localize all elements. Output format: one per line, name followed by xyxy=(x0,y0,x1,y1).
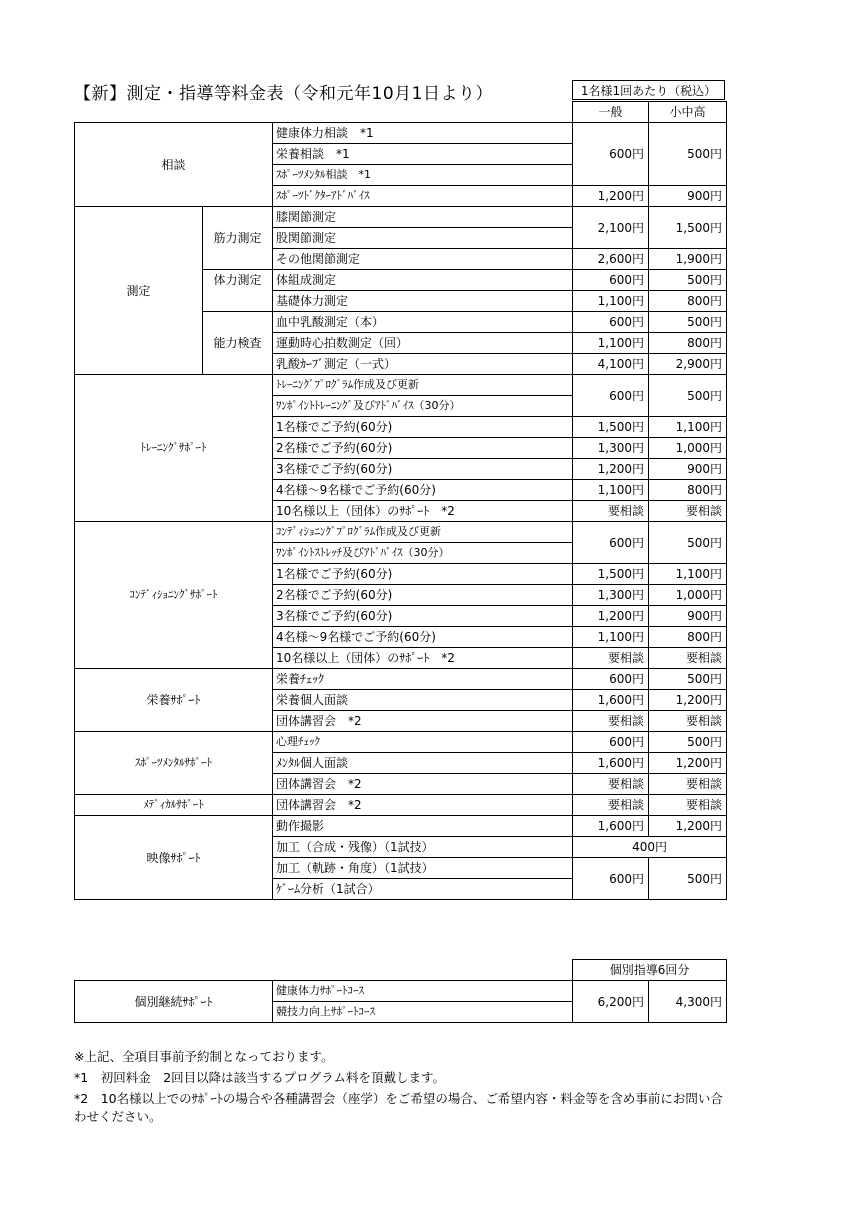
item-label: 動作撮影 xyxy=(273,816,573,837)
price-students: 要相談 xyxy=(649,774,727,795)
price-general: 1,300円 xyxy=(573,438,649,459)
price-students: 900円 xyxy=(649,459,727,480)
price-general: 4,100円 xyxy=(573,354,649,375)
item-label: 健康体力ｻﾎﾟｰﾄｺｰｽ xyxy=(273,981,573,1002)
item-label: 体組成測定 xyxy=(273,270,573,291)
category-training: ﾄﾚｰﾆﾝｸﾞｻﾎﾟｰﾄ xyxy=(75,375,273,522)
item-label: 3名様でご予約(60分) xyxy=(273,459,573,480)
col-students-header: 小中高 xyxy=(649,102,727,123)
item-label: 競技力向上ｻﾎﾟｰﾄｺｰｽ xyxy=(273,1002,573,1023)
item-label: ﾜﾝﾎﾟｲﾝﾄｽﾄﾚｯﾁ及びｱﾄﾞﾊﾞｲｽ（30分） xyxy=(273,543,573,564)
price-students: 500円 xyxy=(649,312,727,333)
price-students: 要相談 xyxy=(649,795,727,816)
price-students: 1,200円 xyxy=(649,816,727,837)
item-label: その他関節測定 xyxy=(273,249,573,270)
category-soudan: 相談 xyxy=(75,123,273,207)
item-label: 栄養相談 *1 xyxy=(273,144,573,165)
subcategory: 体力測定 xyxy=(203,270,273,312)
price-general: 600円 xyxy=(573,669,649,690)
item-label: 10名様以上（団体）のｻﾎﾟｰﾄ *2 xyxy=(273,648,573,669)
item-label: ｽﾎﾟｰﾂﾒﾝﾀﾙ相談 *1 xyxy=(273,165,573,186)
col-general-header: 一般 xyxy=(573,102,649,123)
category-mental: ｽﾎﾟｰﾂﾒﾝﾀﾙｻﾎﾟｰﾄ xyxy=(75,732,273,795)
price-students: 800円 xyxy=(649,627,727,648)
price-students: 500円 xyxy=(649,669,727,690)
price-general: 1,200円 xyxy=(573,606,649,627)
item-label: 1名様でご予約(60分) xyxy=(273,564,573,585)
price-general: 1,100円 xyxy=(573,480,649,501)
item-label: 2名様でご予約(60分) xyxy=(273,438,573,459)
item-label: 血中乳酸測定（本） xyxy=(273,312,573,333)
price-general: 1,500円 xyxy=(573,417,649,438)
price-students: 1,500円 xyxy=(649,207,727,249)
item-label: 股関節測定 xyxy=(273,228,573,249)
per-person-header: 1名様1回あたり（税込） xyxy=(572,80,725,100)
item-label: ﾜﾝﾎﾟｲﾝﾄﾄﾚｰﾆﾝｸﾞ及びｱﾄﾞﾊﾞｲｽ（30分） xyxy=(273,396,573,417)
item-label: 膝関節測定 xyxy=(273,207,573,228)
item-label: 3名様でご予約(60分) xyxy=(273,606,573,627)
price-students: 1,900円 xyxy=(649,249,727,270)
price-general: 600円 xyxy=(573,312,649,333)
item-label: 乳酸ｶｰﾌﾞ測定（一式） xyxy=(273,354,573,375)
price-students: 1,200円 xyxy=(649,753,727,774)
item-label: 10名様以上（団体）のｻﾎﾟｰﾄ *2 xyxy=(273,501,573,522)
item-label: 基礎体力測定 xyxy=(273,291,573,312)
price-general: 600円 xyxy=(573,858,649,900)
price-general: 要相談 xyxy=(573,711,649,732)
price-general: 1,300円 xyxy=(573,585,649,606)
price-general: 1,200円 xyxy=(573,186,649,207)
continuous-support-table xyxy=(74,959,727,1023)
price-general: 要相談 xyxy=(573,648,649,669)
price-general: 2,600円 xyxy=(573,249,649,270)
item-label: ｽﾎﾟｰﾂﾄﾞｸﾀｰｱﾄﾞﾊﾞｲｽ xyxy=(273,186,573,207)
price-students: 1,100円 xyxy=(649,564,727,585)
note-reservation: ※上記、全項目事前予約制となっております。 xyxy=(74,1049,334,1064)
price-students: 800円 xyxy=(649,333,727,354)
price-students: 要相談 xyxy=(649,501,727,522)
item-label: 4名様～9名様でご予約(60分) xyxy=(273,480,573,501)
price-general: 1,100円 xyxy=(573,333,649,354)
item-label: 運動時心拍数測定（回） xyxy=(273,333,573,354)
price-students: 500円 xyxy=(649,522,727,564)
price-shared: 400円 xyxy=(573,837,727,858)
item-label: 4名様～9名様でご予約(60分) xyxy=(273,627,573,648)
price-students: 800円 xyxy=(649,480,727,501)
item-label: 団体講習会 *2 xyxy=(273,795,573,816)
price-general: 1,600円 xyxy=(573,690,649,711)
item-label: ｹﾞｰﾑ分析（1試合） xyxy=(273,879,573,900)
category-continuous: 個別継続ｻﾎﾟｰﾄ xyxy=(75,981,273,1023)
price-students: 1,000円 xyxy=(649,585,727,606)
subcategory: 能力検査 xyxy=(203,312,273,375)
page-title: 【新】測定・指導等料金表（令和元年10月1日より） xyxy=(74,84,493,104)
price-students: 500円 xyxy=(649,375,727,417)
item-label: 栄養個人面談 xyxy=(273,690,573,711)
item-label: 加工（合成・残像）（1試技） xyxy=(273,837,573,858)
price-general: 1,100円 xyxy=(573,291,649,312)
price-general: 要相談 xyxy=(573,501,649,522)
price-general: 要相談 xyxy=(573,774,649,795)
item-label: 加工（軌跡・角度）（1試技） xyxy=(273,858,573,879)
category-medical: ﾒﾃﾞｨｶﾙｻﾎﾟｰﾄ xyxy=(75,795,273,816)
price-students: 要相談 xyxy=(649,648,727,669)
price-general: 600円 xyxy=(573,375,649,417)
price-students: 500円 xyxy=(649,270,727,291)
item-label: 1名様でご予約(60分) xyxy=(273,417,573,438)
note-2: *2 10名様以上でのｻﾎﾟｰﾄの場合や各種講習会（座学）をご希望の場合、ご希望内容・料金等を含め事前にお問い合わせください。 xyxy=(74,1091,723,1124)
item-label: 栄養ﾁｪｯｸ xyxy=(273,669,573,690)
price-general: 6,200円 xyxy=(573,981,649,1023)
price-students: 4,300円 xyxy=(649,981,727,1023)
item-label: 2名様でご予約(60分) xyxy=(273,585,573,606)
price-students: 500円 xyxy=(649,732,727,753)
price-students: 500円 xyxy=(649,858,727,900)
footnotes xyxy=(74,1048,734,1129)
price-general: 600円 xyxy=(573,270,649,291)
price-general: 600円 xyxy=(573,123,649,186)
price-general: 1,600円 xyxy=(573,753,649,774)
price-students: 500円 xyxy=(649,123,727,186)
category-video: 映像ｻﾎﾟｰﾄ xyxy=(75,816,273,900)
price-students: 1,000円 xyxy=(649,438,727,459)
price-general: 600円 xyxy=(573,522,649,564)
price-students: 800円 xyxy=(649,291,727,312)
price-general: 1,500円 xyxy=(573,564,649,585)
note-1: *1 初回料金 2回目以降は該当するプログラム料を頂戴します。 xyxy=(74,1070,446,1085)
price-general: 2,100円 xyxy=(573,207,649,249)
price-general: 600円 xyxy=(573,732,649,753)
category-eiyou: 栄養ｻﾎﾟｰﾄ xyxy=(75,669,273,732)
item-label: 心理ﾁｪｯｸ xyxy=(273,732,573,753)
price-general: 要相談 xyxy=(573,795,649,816)
item-label: ﾒﾝﾀﾙ個人面談 xyxy=(273,753,573,774)
table-header-row xyxy=(75,102,727,123)
item-label: 団体講習会 *2 xyxy=(273,774,573,795)
price-table xyxy=(74,101,727,900)
price-students: 2,900円 xyxy=(649,354,727,375)
item-label: 健康体力相談 *1 xyxy=(273,123,573,144)
price-students: 1,200円 xyxy=(649,690,727,711)
price-students: 900円 xyxy=(649,606,727,627)
subcategory: 筋力測定 xyxy=(203,207,273,270)
price-general: 1,100円 xyxy=(573,627,649,648)
item-label: 団体講習会 *2 xyxy=(273,711,573,732)
price-students: 要相談 xyxy=(649,711,727,732)
price-general: 1,600円 xyxy=(573,816,649,837)
price-students: 1,100円 xyxy=(649,417,727,438)
item-label: ｺﾝﾃﾞｨｼｮﾆﾝｸﾞﾌﾟﾛｸﾞﾗﾑ作成及び更新 xyxy=(273,522,573,543)
category-conditioning: ｺﾝﾃﾞｨｼｮﾆﾝｸﾞｻﾎﾟｰﾄ xyxy=(75,522,273,669)
continuous-header: 個別指導6回分 xyxy=(573,960,727,981)
item-label: ﾄﾚｰﾆﾝｸﾞﾌﾟﾛｸﾞﾗﾑ作成及び更新 xyxy=(273,375,573,396)
price-students: 900円 xyxy=(649,186,727,207)
category-sokutei: 測定 xyxy=(75,207,203,375)
price-general: 1,200円 xyxy=(573,459,649,480)
